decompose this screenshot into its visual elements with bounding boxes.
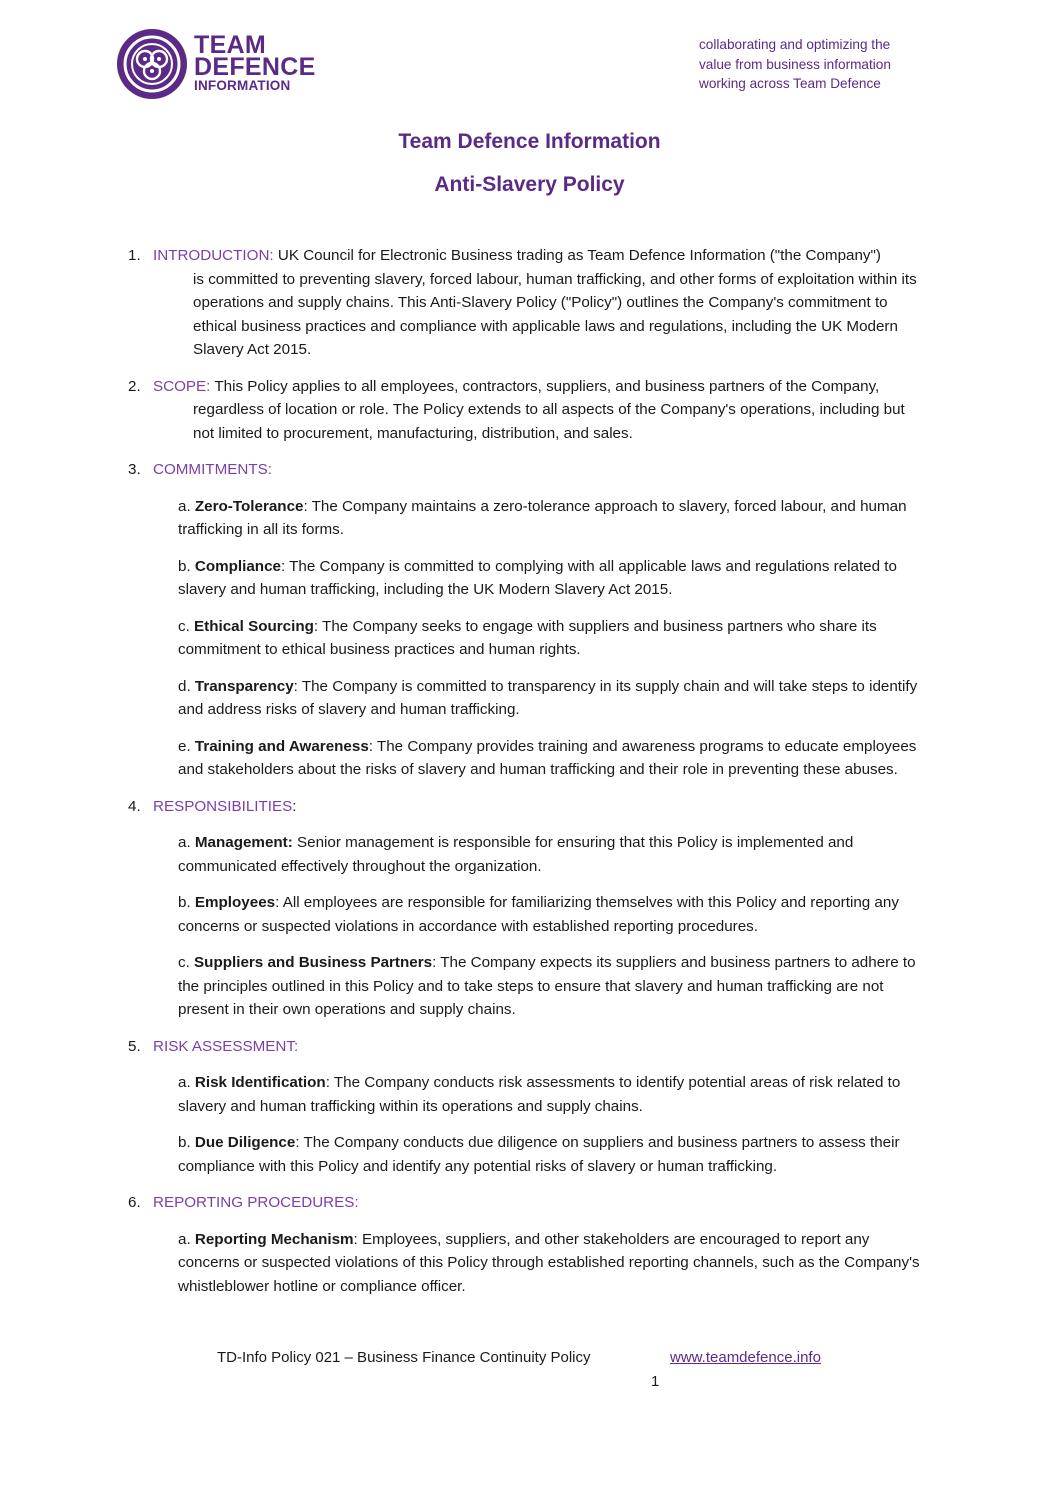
item-text: : The Company is committed to transparency in its supply chain and will take steps to identify and address risks of slavery and human trafficking. (178, 677, 918, 718)
list-item (178, 495, 928, 542)
policy-body (128, 244, 928, 1311)
footer-document-label: TD-Info Policy 021 – Business Finance Continuity Policy (217, 1349, 591, 1366)
item-text: : The Company expects its suppliers and business partners to adhere to the principles outlined in this Policy and to take steps to ensure that slavery and human trafficking are not present in their own operations and supply chains. (178, 954, 916, 1018)
section-number: 5. (128, 1037, 141, 1055)
list-item (178, 735, 928, 782)
section-heading: RISK ASSESSMENT: (153, 1037, 299, 1055)
section-continuation: regardless of location or role. The Policy extends to all aspects of the Company's operations, including but not limited to procurement, manufacturing, distribution, and sales. (193, 401, 905, 442)
item-text: : All employees are responsible for familiarizing themselves with this Policy and reporting any concerns or suspected violations in accordance with established reporting procedures. (178, 894, 899, 935)
item-prefix: b. (178, 557, 195, 575)
page-number: 1 (651, 1373, 660, 1390)
item-prefix: a. (178, 497, 195, 515)
item-prefix: a. (178, 834, 195, 851)
tagline-line: collaborating and optimizing the (699, 37, 891, 52)
section-paragraph (128, 244, 928, 362)
list-item (178, 831, 928, 878)
section-risk-assessment (128, 1035, 928, 1059)
section-number: 6. (128, 1194, 141, 1211)
section-scope (128, 375, 928, 446)
list-item (178, 675, 928, 722)
section-number: 1. (128, 247, 141, 264)
document-subtitle: Anti-Slavery Policy (434, 173, 625, 196)
item-text: Senior management is responsible for ensuring that this Policy is implemented and communicated effectively throughout the organization. (178, 834, 854, 875)
section-heading: RESPONSIBILITIES (153, 797, 293, 815)
item-prefix: a. (178, 1230, 195, 1248)
item-text: : The Company seeks to engage with suppliers and business partners who share its commitment to ethical business practices and human rights. (178, 617, 877, 658)
item-text: : The Company conducts due diligence on suppliers and business partners to assess their compliance with this Policy and identify any potential risks of slavery or human trafficking. (178, 1134, 900, 1175)
item-prefix: a. (178, 1074, 195, 1091)
section-introduction (128, 244, 928, 362)
item-term: Zero-Tolerance (194, 497, 304, 515)
section-heading: SCOPE: (153, 377, 211, 395)
item-text: : The Company is committed to complying with all applicable laws and regulations related to slavery and human trafficking, including the UK Modern Slavery Act 2015. (178, 557, 897, 598)
footer-website-link[interactable]: www.teamdefence.info (670, 1349, 821, 1366)
section-number: 3. (128, 461, 141, 478)
item-term: Transparency (194, 677, 294, 695)
section-heading-wrap (128, 795, 928, 819)
header-tagline (699, 35, 999, 94)
item-term: Training and Awareness (194, 737, 369, 755)
item-prefix: c. (178, 954, 195, 971)
company-logo (114, 26, 314, 106)
item-text: : The Company provides training and awareness programs to educate employees and stakeholders about the risks of slavery and human trafficking and their role in preventing these abuses. (178, 737, 917, 778)
item-prefix: b. (178, 1134, 195, 1151)
section-heading: REPORTING PROCEDURES: (153, 1194, 359, 1211)
section-number: 4. (128, 797, 141, 815)
list-item (178, 951, 928, 1022)
item-term: Due Diligence (194, 1134, 296, 1151)
section-heading: INTRODUCTION: (153, 247, 274, 264)
item-term: Suppliers and Business Partners (194, 954, 433, 971)
item-prefix: e. (178, 737, 195, 755)
tagline-line: value from business information (699, 56, 891, 72)
section-commitments (128, 458, 928, 482)
item-term: Management: (194, 834, 293, 851)
item-prefix: d. (178, 677, 195, 695)
list-item (178, 1131, 928, 1178)
logo-line-3: INFORMATION (194, 78, 291, 93)
tagline-line: working across Team Defence (699, 76, 881, 91)
item-text: : The Company conducts risk assessments to identify potential areas of risk related to slavery and human trafficking within its operations and supply chains. (178, 1074, 901, 1115)
section-number: 2. (128, 377, 141, 395)
item-term: Compliance (194, 557, 281, 575)
section-heading-colon: : (292, 797, 297, 815)
list-item (178, 1071, 928, 1118)
item-prefix: c. (178, 617, 195, 635)
item-term: Risk Identification (194, 1074, 326, 1091)
section-continuation: is committed to preventing slavery, forced labour, human trafficking, and other forms of exploitation within its operations and supply chains. This Anti-Slavery Policy ("Policy") outlines the Company's commitment to ethical business practices and compliance with applicable laws and regulations, including the UK Modern Slavery Act 2015. (193, 270, 917, 358)
item-term: Ethical Sourcing (194, 617, 314, 635)
item-term: Reporting Mechanism (194, 1230, 354, 1248)
list-item (178, 891, 928, 938)
section-responsibilities (128, 795, 928, 819)
item-text: : Employees, suppliers, and other stakeholders are encouraged to report any concerns or suspected violations of this Policy through established reporting channels, such as the Company's whistleblower hotline or compliance officer. (178, 1230, 920, 1295)
logo-mark-icon (114, 26, 190, 102)
list-item (178, 555, 928, 602)
item-prefix: b. (178, 894, 195, 911)
item-term: Employees (194, 894, 276, 911)
section-first-line: This Policy applies to all employees, contractors, suppliers, and business partners of the Company, (210, 377, 880, 395)
section-heading: COMMITMENTS: (153, 461, 272, 478)
item-text: : The Company maintains a zero-tolerance approach to slavery, forced labour, and human trafficking in all its forms. (178, 497, 907, 538)
list-item (178, 615, 928, 662)
logo-wordmark (194, 31, 316, 94)
section-first-line: UK Council for Electronic Business trading as Team Defence Information ("the Company") (273, 247, 881, 264)
document-title: Team Defence Information (398, 130, 661, 153)
section-paragraph (128, 375, 928, 446)
list-item (178, 1228, 928, 1299)
section-reporting-procedures (128, 1191, 928, 1215)
logo-line-1: TEAM (194, 31, 267, 59)
logo-line-2: DEFENCE (194, 53, 316, 81)
